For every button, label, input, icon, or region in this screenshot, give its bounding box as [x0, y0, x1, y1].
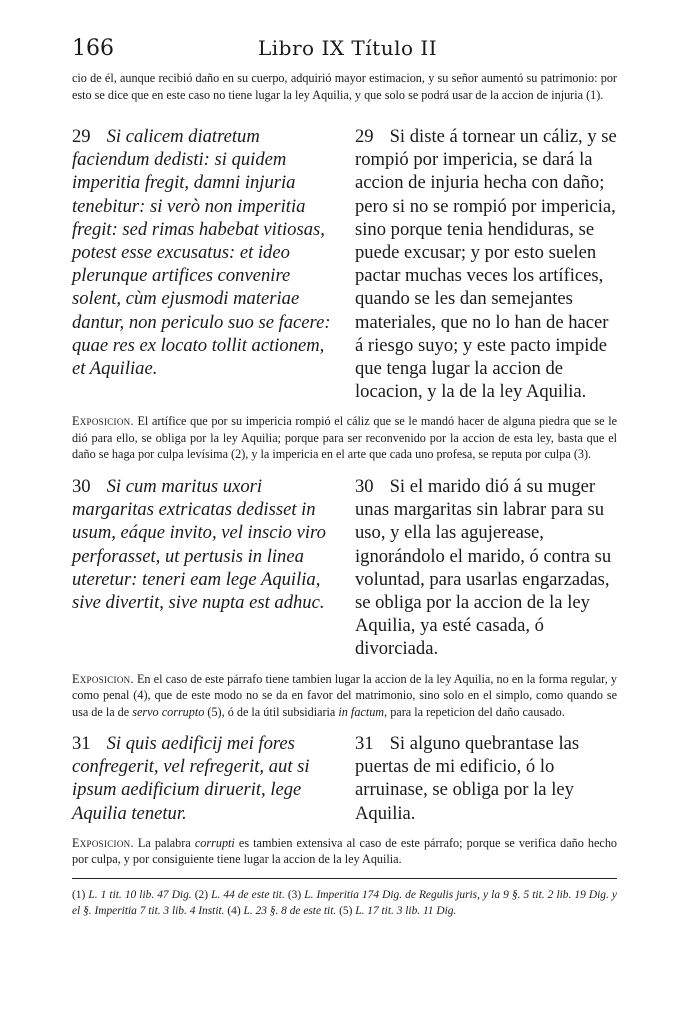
exposicion-label: Exposicion.	[72, 671, 134, 686]
exposicion-text: , para la repeticion del daño causado.	[384, 704, 565, 719]
footnote-divider	[72, 878, 617, 879]
section-number: 31	[355, 733, 374, 755]
exposicion-label: Exposicion.	[72, 414, 134, 429]
spanish-text	[355, 732, 617, 825]
section-30	[72, 475, 617, 661]
section-number: 29	[72, 126, 91, 147]
latin-paragraph: Si quis aedificij mei fores confregerit, vel refregerit, aut si ipsum aedificium diruerit, lege Aquilia tenetur.	[72, 733, 310, 824]
spanish-paragraph: Si alguno quebrantase las puertas de mi edificio, ó lo arruinase, se obliga por la ley Aquilia.	[355, 733, 580, 824]
exposicion-31	[72, 835, 617, 868]
exposicion-text: La palabra	[137, 835, 191, 850]
exposicion-29	[72, 413, 617, 463]
exposicion-text: (5), ó de la útil subsidiaria	[207, 704, 336, 719]
latin-paragraph: Si calicem diatretum faciendum dedisti: si quidem imperitia fregit, damni injuria tenebitur: si verò non imperitia fregit: sed rimas habebat vitiosas, potest esse excusatus: et ideo plerunque artifices convenire solent, cùm ejusmodi materiae dantur, non periculo suo se facere: quae res ex locato tollit actionem, et Aquiliae.	[72, 126, 331, 380]
exposicion-label: Exposicion.	[72, 835, 134, 850]
section-number: 31	[72, 733, 91, 755]
footnote-mark: (3)	[287, 888, 302, 901]
exposicion-30	[72, 671, 617, 721]
latin-paragraph: Si cum maritus uxori margaritas extricatas dedisset in usum, eáque invito, vel inscio viro perforasset, ut pertusis in linea uteretur: teneri eam lege Aquilia, sive divertit, sive nupta est adhuc.	[72, 475, 326, 613]
footnote-text: L. 23 §. 8 de este tit.	[243, 904, 337, 917]
latin-text	[72, 732, 337, 825]
section-number: 30	[355, 475, 374, 497]
book-page	[72, 36, 617, 919]
spanish-text	[355, 475, 617, 661]
footnote-mark: (1)	[72, 888, 86, 901]
section-31	[72, 732, 617, 825]
footnote-mark: (5)	[339, 904, 353, 917]
section-29	[72, 125, 617, 403]
exposicion-italic: servo corrupto	[132, 704, 205, 719]
section-number: 29	[355, 126, 374, 147]
exposicion-text: En el caso de este párrafo tiene tambien lugar la accion de la ley Aquilia, no en la forma regular, y como penal (4), que de este modo no se da en favor del matrimonio, sino solo en el simplo, como quando se usa de la de	[72, 671, 617, 719]
intro-paragraph: cio de él, aunque recibió daño en su cuerpo, adquirió mayor estimacion, y su señor aumentó su patrimonio: por esto se dice que en este caso no tiene lugar la ley Aquilia, y que solo se podrá usar de la accion de injuria (1).	[72, 71, 617, 102]
footnote-text: L. Imperitia 174 Dig. de Regulis juris, y la 9 §. 5 tit. 2 lib. 19 Dig. y el §. Imperitia 7 tit. 3 lib. 4 Instit.	[72, 888, 617, 917]
page-number: 166	[72, 36, 114, 61]
exposicion-italic: in factum	[338, 704, 385, 719]
footnotes	[72, 887, 617, 919]
exposicion-text: El artífice que por su impericia rompió el cáliz que se le mandó hacer de alguna piedra que se le dió para ello, se obliga por la ley Aquilia; porque para ser reconvenido por la accion de esta ley, basta que el daño se haga por culpa levísima (2), y la impericia en el arte que cada uno profesa, se reputa por culpa (3).	[72, 414, 617, 462]
latin-text	[72, 125, 337, 403]
running-title: Libro IX Título II	[258, 36, 438, 60]
footnote-text: L. 1 tit. 10 lib. 47 Dig.	[88, 888, 192, 901]
page-header	[72, 36, 617, 70]
latin-text	[72, 475, 337, 661]
footnote-text: L. 17 tit. 3 lib. 11 Dig.	[355, 904, 457, 917]
footnote-text: L. 44 de este tit.	[211, 888, 285, 901]
exposicion-text: es tambien extensiva al caso de este párrafo; porque se verifica daño hecho por culpa, y por consiguiente tiene lugar la accion de la ley Aquilia.	[72, 835, 618, 867]
exposicion-italic: corrupti	[194, 835, 235, 850]
footnote-mark: (2)	[194, 888, 209, 901]
footnote-mark: (4)	[227, 904, 241, 917]
spanish-paragraph: Si diste á tornear un cáliz, y se rompió por impericia, se dará la accion de injuria hecha con daño; pero si no se rompió por impericia, sino porque tenia hendiduras, se puede excusar; y por esto suelen pactar muchas veces los artífices, quando se les dan semejantes materiales, que no lo han de hacer á riesgo suyo; y este pacto impide que tenga lugar la accion de locacion, y la de la ley Aquilia.	[355, 126, 617, 403]
section-number: 30	[72, 475, 91, 497]
spanish-text	[355, 125, 617, 403]
spanish-paragraph: Si el marido dió á su muger unas margaritas sin labrar para su uso, y ella las agujerease, ignorándolo el marido, ó contra su voluntad, para usarlas engarzadas, se obliga por la accion de la ley Aquilia, ya esté casada, ó divorciada.	[355, 475, 612, 660]
